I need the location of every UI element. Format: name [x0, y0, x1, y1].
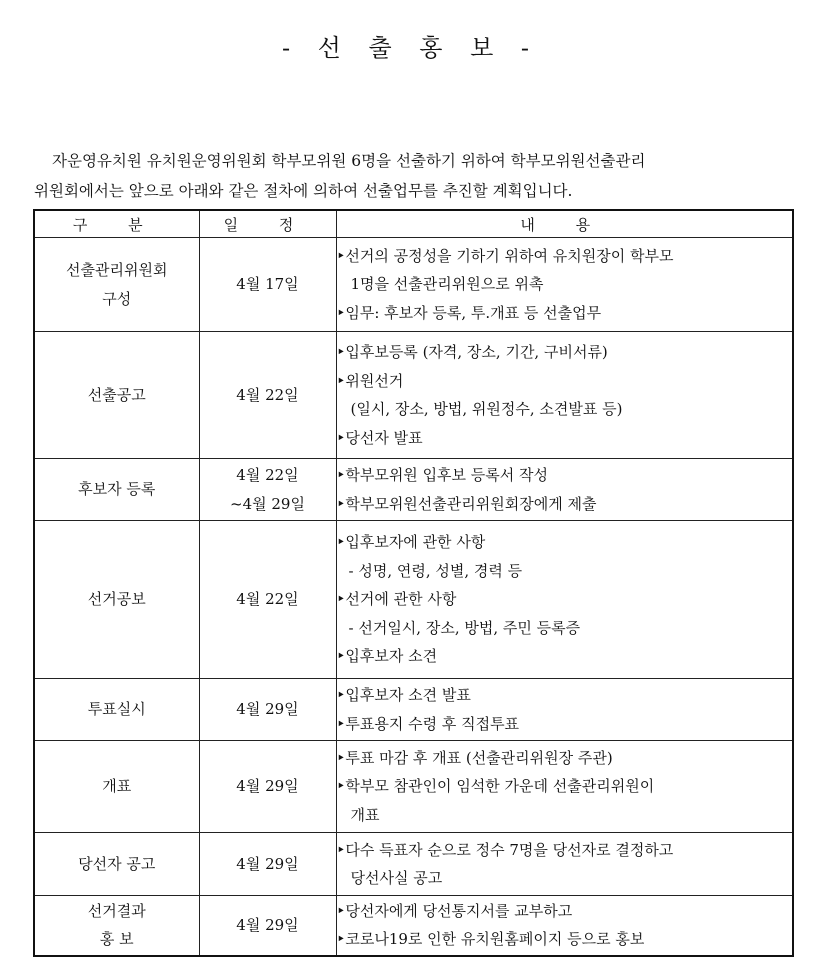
- intro-paragraph: [34, 146, 794, 206]
- content-cell: [336, 741, 793, 833]
- content-cell-line: ‣임무: 후보자 등록, 투.개표 등 선출업무: [336, 303, 602, 322]
- date-cell: [199, 521, 336, 679]
- date-cell: [199, 741, 336, 833]
- date-cell-line: 4월 29일: [236, 854, 299, 873]
- date-cell: [199, 459, 336, 521]
- content-cell: [336, 459, 793, 521]
- content-cell: [336, 521, 793, 679]
- date-cell-line: ~4월 29일: [230, 494, 305, 513]
- date-cell-line: 4월 22일: [236, 590, 299, 609]
- content-cell-line: ‣당선자 발표: [336, 428, 423, 447]
- content-cell-line: ‣코로나19로 인한 유치원홈페이지 등으로 홍보: [336, 930, 645, 949]
- table-header-row: [34, 210, 793, 238]
- table-body: [34, 238, 793, 956]
- content-cell-line: ‣학부모위원선출관리위원회장에게 제출: [336, 494, 597, 513]
- content-cell-line: - 선거일시, 장소, 방법, 주민 등록증: [348, 618, 581, 637]
- category-cell-line: 홍 보: [99, 930, 134, 949]
- category-cell: [34, 679, 199, 741]
- category-cell-line: 당선자 공고: [78, 854, 156, 873]
- content-cell-line: ‣입후보자에 관한 사항: [336, 533, 486, 552]
- table-row: [34, 459, 793, 521]
- category-cell-line: 선거공보: [87, 590, 146, 609]
- category-cell-line: 선출관리위원회: [66, 261, 168, 279]
- category-cell: [34, 459, 199, 521]
- content-cell-line: ‣투표용지 수령 후 직접투표: [336, 714, 520, 733]
- date-cell-line: 4월 29일: [236, 916, 299, 934]
- header-date: 일 정: [199, 210, 336, 238]
- date-cell: [199, 679, 336, 741]
- date-cell-line: 4월 22일: [236, 466, 299, 484]
- content-cell: [336, 238, 793, 332]
- table-row: [34, 833, 793, 896]
- content-cell-line: ‣학부모위원 입후보 등록서 작성: [336, 466, 549, 484]
- date-cell: [199, 332, 336, 459]
- table-row: [34, 741, 793, 833]
- category-cell: [34, 896, 199, 956]
- date-cell: [199, 833, 336, 896]
- category-cell: [34, 741, 199, 833]
- page-title: - 선 출 홍 보 -: [281, 34, 540, 62]
- content-cell-line: ‣입후보자 소견 발표: [336, 686, 471, 704]
- intro-line-2: 위원회에서는 앞으로 아래와 같은 절차에 의하여 선출업무를 추진할 계획입니다.: [34, 182, 573, 200]
- table-row: [34, 896, 793, 956]
- date-cell-line: 4월 17일: [236, 275, 299, 294]
- content-cell: [336, 332, 793, 459]
- content-cell: [336, 679, 793, 741]
- content-cell-line: 당선사실 공고: [350, 869, 443, 887]
- content-cell-line: ‣입후보등록 (자격, 장소, 기간, 구비서류): [336, 343, 608, 361]
- content-cell-line: ‣학부모 참관인이 임석한 가운데 선출관리위원이: [336, 777, 655, 796]
- table-row: [34, 238, 793, 332]
- content-cell-line: 개표: [350, 805, 380, 824]
- category-cell-line: 구성: [102, 289, 132, 308]
- content-cell-line: ‣선거의 공정성을 기하기 위하여 유치원장이 학부모: [336, 246, 674, 265]
- content-cell: [336, 896, 793, 956]
- date-cell: [199, 896, 336, 956]
- intro-line-1: 자운영유치원 유치원운영위원회 학부모위원 6명을 선출하기 위하여 학부모위원선출관리: [52, 152, 646, 170]
- content-cell-line: ‣당선자에게 당선통지서를 교부하고: [336, 901, 573, 920]
- date-cell-line: 4월 29일: [236, 700, 299, 719]
- date-cell-line: 4월 29일: [236, 777, 299, 796]
- date-cell-line: 4월 22일: [236, 385, 299, 404]
- table-row: [34, 332, 793, 459]
- category-cell-line: 후보자 등록: [78, 480, 156, 499]
- content-cell-line: - 성명, 연령, 성별, 경력 등: [348, 561, 523, 580]
- table-row: [34, 679, 793, 741]
- category-cell: [34, 238, 199, 332]
- category-cell: [34, 332, 199, 459]
- content-cell-line: ‣입후보자 소견: [336, 647, 438, 666]
- content-cell-line: ‣다수 득표자 순으로 정수 7명을 당선자로 결정하고: [336, 840, 674, 859]
- category-cell-line: 선거결과: [87, 901, 146, 920]
- category-cell: [34, 833, 199, 896]
- content-cell-line: (일시, 장소, 방법, 위원정수, 소견발표 등): [350, 400, 623, 418]
- header-category: 구 분: [34, 210, 199, 238]
- category-cell-line: 개표: [102, 777, 132, 796]
- category-cell-line: 투표실시: [87, 700, 146, 719]
- content-cell-line: ‣위원선거: [336, 371, 404, 390]
- content-cell-line: 1명을 선출관리위원으로 위촉: [350, 275, 544, 294]
- schedule-table: [33, 209, 794, 957]
- content-cell-line: ‣투표 마감 후 개표 (선출관리위원장 주관): [336, 748, 613, 767]
- content-cell: [336, 833, 793, 896]
- table-row: [34, 521, 793, 679]
- content-cell-line: ‣선거에 관한 사항: [336, 590, 457, 609]
- category-cell: [34, 521, 199, 679]
- category-cell-line: 선출공고: [87, 385, 146, 404]
- header-content: 내 용: [336, 210, 793, 238]
- date-cell: [199, 238, 336, 332]
